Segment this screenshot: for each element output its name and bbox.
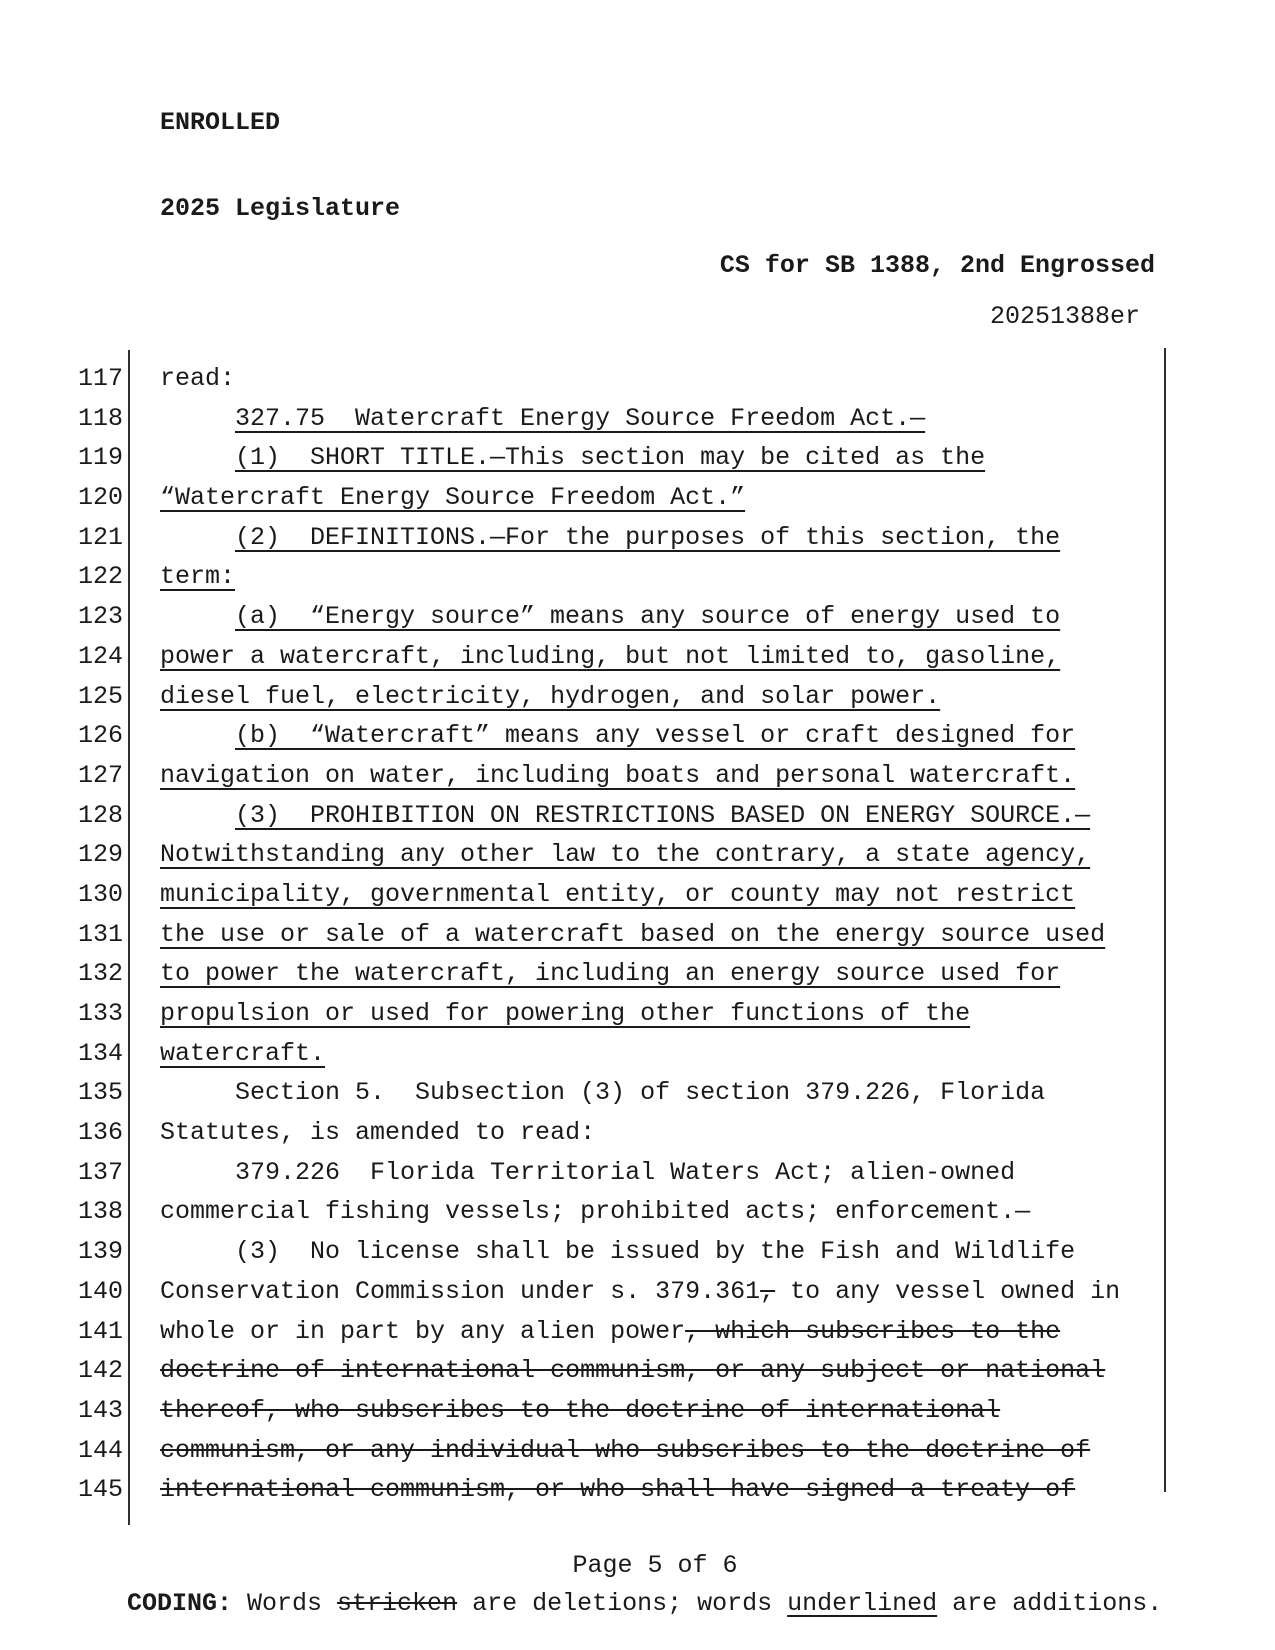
text-segment-underline: (a) “Energy source” means any source of energy used to bbox=[235, 602, 1061, 632]
text-segment-strike: international communism, or who shall have signed a treaty of bbox=[160, 1475, 1076, 1505]
line-text bbox=[123, 1431, 1090, 1471]
right-margin-rule bbox=[1164, 348, 1166, 1492]
document-line bbox=[0, 1073, 1164, 1113]
text-segment-bold: CODING: bbox=[127, 1589, 248, 1618]
document-line bbox=[0, 1272, 1164, 1312]
text-segment-plain: (3) No license shall be issued by the Fish and Wildlife bbox=[235, 1237, 1076, 1267]
text-segment-underline: 327.75 Watercraft Energy Source Freedom Act.— bbox=[235, 403, 926, 433]
document-line bbox=[0, 716, 1164, 756]
text-segment-plain: 379.226 Florida Territorial Waters Act; alien-owned bbox=[235, 1157, 1016, 1187]
doc-number: 20251388er bbox=[989, 302, 1140, 331]
text-segment-plain: whole or in part by any alien power bbox=[160, 1316, 686, 1346]
line-text bbox=[123, 1272, 1120, 1312]
text-segment-strike: , bbox=[760, 1276, 776, 1306]
text-segment-underline: “Watercraft Energy Source Freedom Act.” bbox=[160, 483, 746, 513]
document-line bbox=[0, 915, 1164, 955]
line-number: 129 bbox=[77, 840, 123, 870]
document-line bbox=[0, 1470, 1164, 1510]
document-line bbox=[0, 677, 1164, 717]
document-line bbox=[0, 518, 1164, 558]
line-number: 135 bbox=[77, 1078, 123, 1108]
document-line bbox=[0, 1431, 1164, 1471]
line-number: 138 bbox=[77, 1197, 123, 1227]
document-line bbox=[0, 954, 1164, 994]
text-segment-underline: term: bbox=[160, 562, 236, 592]
line-text bbox=[123, 915, 1105, 955]
document-line bbox=[0, 1153, 1164, 1193]
document-line bbox=[0, 1351, 1164, 1391]
line-text bbox=[123, 835, 1090, 875]
document-line bbox=[0, 796, 1164, 836]
document-line bbox=[0, 1192, 1164, 1232]
text-segment-strike: doctrine of international communism, or any subject or national bbox=[160, 1356, 1106, 1386]
line-text bbox=[123, 677, 940, 717]
line-text bbox=[123, 1351, 1105, 1391]
line-text bbox=[123, 796, 1090, 836]
line-text bbox=[123, 478, 745, 518]
text-segment-plain: read: bbox=[160, 364, 236, 393]
text-segment-strike: communism, or any individual who subscribes to the doctrine of bbox=[160, 1435, 1091, 1465]
line-text bbox=[123, 518, 1060, 558]
line-number: 132 bbox=[77, 959, 123, 989]
bill-title: CS for SB 1388, 2nd Engrossed bbox=[719, 250, 1155, 280]
line-text bbox=[123, 1153, 1015, 1193]
text-segment-underline: diesel fuel, electricity, hydrogen, and solar power. bbox=[160, 681, 941, 711]
line-number: 123 bbox=[77, 602, 123, 632]
header-left bbox=[160, 52, 400, 280]
line-text bbox=[123, 597, 1060, 637]
document-line bbox=[0, 478, 1164, 518]
text-segment-underline: navigation on water, including boats and personal watercraft. bbox=[160, 760, 1076, 790]
line-number: 143 bbox=[77, 1395, 123, 1425]
text-segment-underline: propulsion or used for powering other functions of the bbox=[160, 999, 971, 1028]
document-line bbox=[0, 557, 1164, 597]
line-number: 134 bbox=[77, 1038, 123, 1068]
document-line bbox=[0, 835, 1164, 875]
text-segment-plain: Statutes, is amended to read: bbox=[160, 1118, 596, 1148]
line-text bbox=[123, 716, 1075, 756]
line-text bbox=[123, 1113, 595, 1153]
text-segment-underline: (2) DEFINITIONS.—For the purposes of this section, the bbox=[235, 522, 1061, 552]
line-number: 141 bbox=[77, 1316, 123, 1346]
line-number: 130 bbox=[77, 879, 123, 909]
line-text bbox=[123, 1312, 1060, 1352]
page-number: Page 5 of 6 bbox=[572, 1551, 738, 1580]
document-line bbox=[0, 399, 1164, 439]
document-line bbox=[0, 359, 1164, 399]
line-number: 119 bbox=[77, 443, 123, 473]
document-line bbox=[0, 597, 1164, 637]
document-line bbox=[0, 1232, 1164, 1272]
line-number: 120 bbox=[77, 483, 123, 513]
text-segment-plain: commercial fishing vessels; prohibited acts; enforcement.— bbox=[160, 1197, 1031, 1227]
line-text bbox=[123, 557, 235, 597]
line-number: 126 bbox=[77, 721, 123, 751]
text-segment-strike: thereof, who subscribes to the doctrine of international bbox=[160, 1395, 1001, 1425]
line-text bbox=[123, 637, 1060, 677]
line-text bbox=[123, 399, 925, 439]
text-segment-underline: (b) “Watercraft” means any vessel or craft designed for bbox=[235, 721, 1076, 751]
document-line bbox=[0, 875, 1164, 915]
text-segment-underline: (1) SHORT TITLE.—This section may be cited as the bbox=[235, 443, 986, 473]
text-segment-plain: Section 5. Subsection (3) of section 379.226, Florida bbox=[235, 1078, 1046, 1108]
line-text bbox=[123, 1192, 1030, 1232]
text-segment-underline: the use or sale of a watercraft based on the energy source used bbox=[160, 919, 1106, 949]
line-number: 121 bbox=[77, 522, 123, 552]
line-text bbox=[123, 1073, 1045, 1113]
document-line bbox=[0, 1034, 1164, 1074]
document-line bbox=[0, 756, 1164, 796]
text-segment-underline: (3) PROHIBITION ON RESTRICTIONS BASED ON ENERGY SOURCE.— bbox=[235, 800, 1091, 830]
line-text bbox=[123, 994, 970, 1034]
line-number: 136 bbox=[77, 1118, 123, 1148]
line-number: 117 bbox=[77, 364, 123, 393]
text-segment-underline: Notwithstanding any other law to the contrary, a state agency, bbox=[160, 840, 1091, 870]
document-line bbox=[0, 637, 1164, 677]
line-number: 131 bbox=[77, 919, 123, 949]
document-line bbox=[0, 438, 1164, 478]
document-line bbox=[0, 1391, 1164, 1431]
line-number: 127 bbox=[77, 760, 123, 790]
text-segment-plain: Words bbox=[247, 1589, 338, 1618]
document-line bbox=[0, 1312, 1164, 1352]
text-segment-strike: stricken bbox=[337, 1589, 458, 1618]
document-line bbox=[0, 1113, 1164, 1153]
line-number: 128 bbox=[77, 800, 123, 830]
line-text bbox=[123, 359, 235, 399]
text-segment-underline: watercraft. bbox=[160, 1038, 326, 1068]
document-line bbox=[0, 994, 1164, 1034]
line-number: 122 bbox=[77, 562, 123, 592]
line-text bbox=[123, 1034, 325, 1074]
text-segment-underline: to power the watercraft, including an energy source used for bbox=[160, 959, 1061, 989]
line-number: 125 bbox=[77, 681, 123, 711]
text-segment-plain: to any vessel owned in bbox=[775, 1276, 1121, 1306]
line-number: 140 bbox=[77, 1276, 123, 1306]
coding-legend bbox=[127, 1589, 1162, 1618]
line-number: 139 bbox=[77, 1237, 123, 1267]
line-number: 144 bbox=[77, 1435, 123, 1465]
line-text bbox=[123, 1232, 1075, 1272]
document-header bbox=[160, 52, 1155, 280]
line-text bbox=[123, 875, 1075, 915]
line-text bbox=[123, 1391, 1000, 1431]
bill-text-lines bbox=[0, 359, 1164, 1510]
line-number: 133 bbox=[77, 999, 123, 1028]
line-text bbox=[123, 438, 985, 478]
text-segment-underline: power a watercraft, including, but not limited to, gasoline, bbox=[160, 641, 1061, 671]
legislature-label: 2025 Legislature bbox=[160, 193, 401, 223]
line-number: 142 bbox=[77, 1356, 123, 1386]
line-number: 124 bbox=[77, 641, 123, 671]
line-number: 137 bbox=[77, 1157, 123, 1187]
line-number: 145 bbox=[77, 1475, 123, 1505]
line-text bbox=[123, 1470, 1075, 1510]
text-segment-underline: underlined bbox=[787, 1589, 938, 1618]
text-segment-plain: are additions. bbox=[937, 1589, 1163, 1618]
text-segment-plain: are deletions; words bbox=[457, 1589, 788, 1618]
enrolled-label: ENROLLED bbox=[160, 108, 281, 137]
line-text bbox=[123, 756, 1075, 796]
line-number: 118 bbox=[77, 403, 123, 433]
line-text bbox=[123, 954, 1060, 994]
text-segment-strike: , which subscribes to the bbox=[685, 1316, 1061, 1346]
text-segment-plain: Conservation Commission under s. 379.361 bbox=[160, 1276, 761, 1306]
text-segment-underline: municipality, governmental entity, or county may not restrict bbox=[160, 879, 1076, 909]
